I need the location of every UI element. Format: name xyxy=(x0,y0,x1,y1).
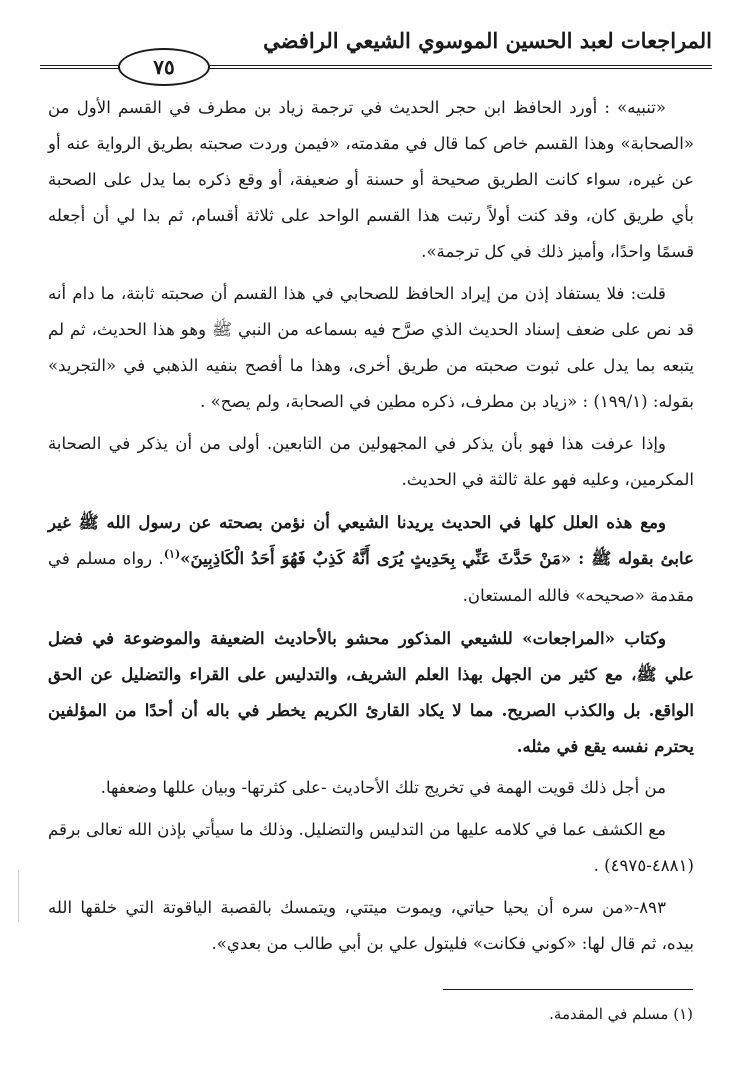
hadith-quote-tail: . رواه مسلم في مقدمة «صحيحه» فالله المستعان. xyxy=(48,549,694,605)
hadith-quote-text: ومع هذه العلل كلها في الحديث يريدنا الشيعي أن نؤمن بصحته عن رسول الله ﷺ غير عابئ بقوله ﷺ : «مَنْ حَدَّثَ عَنِّي بِحَدِيثٍ يُرَى أَنَّهُ كَذِبٌ فَهُوَ أَحَدُ الْكَاذِبِينَ» xyxy=(48,512,694,568)
running-title: المراجعات لعبد الحسين الموسوي الشيعي الرافضي xyxy=(263,28,712,53)
body-text xyxy=(48,90,694,968)
page-number: ٧٥ xyxy=(118,48,210,86)
footnote: (١) مسلم في المقدمة. xyxy=(549,1005,693,1023)
paragraph-hadith-893: ٨٩٣-«من سره أن يحيا حياتي، ويموت ميتتي، ويتمسك بالقصبة الياقوتة التي خلقها الله بيده، ثم قال لها: «كوني فكانت» فليتول علي بن أبي طالب من بعدي». xyxy=(48,898,694,953)
paragraph-min-ajl: من أجل ذلك قويت الهمة في تخريج تلك الأحاديث -على كثرتها- وبيان عللها وضعفها. xyxy=(100,778,666,797)
page-header xyxy=(40,18,712,78)
paragraph-idha-arafta: وإذا عرفت هذا فهو بأن يذكر في المجهولين من التابعين. أولى من أن يذكر في الصحابة المكرمين، وعليه فهو علة ثالثة في الحديث. xyxy=(48,434,694,489)
footnote-separator xyxy=(443,989,693,990)
paragraph-kitab-muraja3at: وكتاب «المراجعات» للشيعي المذكور محشو بالأحاديث الضعيفة والموضوعة في فضل علي ﷺ، مع كثير من الجهل بهذا العلم الشريف، والتدليس على القراء والتضليل عن الحق الواقع. بل والكذب الصريح. مما لا يكاد القارئ الكريم يخطر في باله أن أحدًا من المؤلفين يحترم نفسه يقع في مثله. xyxy=(48,628,694,756)
paragraph-qultu: قلت: فلا يستفاد إذن من إيراد الحافظ للصحابي في هذا القسم أن صحبته ثابتة، ما دام أنه قد نص على ضعف إسناد الحديث الذي صرَّح فيه بسماعه من النبي ﷺ وهو هذا الحديث، ثم لم يتبعه بما يدل على ثبوت صحبته من طريق أخرى، وهذا ما أفصح بنفيه الذهبي في «التجريد» بقوله: (١٩٩/١) : «زياد بن مطرف، ذكره مطين في الصحابة، ولم يصح» . xyxy=(48,284,694,411)
paragraph-tanbih: «تنبيه» : أورد الحافظ ابن حجر الحديث في ترجمة زياد بن مطرف في القسم الأول من «الصحابة» وهذا القسم خاص كما قال في مقدمته، «فيمن وردت صحبته بطريق الرواية عنه أو عن غيره، سواء كانت الطريق صحيحة أو حسنة أو ضعيفة، أو وقع ذكره بما يدل على الصحبة بأي طريق كان، وقد كنت أولاً رتبت هذا القسم الواحد على ثلاثة أقسام، ثم بدا لي أن أجعله قسمًا واحدًا، وأميز ذلك في كل ترجمة». xyxy=(48,98,694,261)
paragraph-hadith-quote xyxy=(48,504,694,614)
footnote-reference: (١) xyxy=(163,547,181,561)
paragraph-kashf: مع الكشف عما في كلامه عليها من التدليس والتضليل. وذلك ما سيأتي بإذن الله تعالى برقم (٤٨٨١-٤٩٧٥) . xyxy=(48,820,694,875)
margin-mark xyxy=(18,870,19,922)
